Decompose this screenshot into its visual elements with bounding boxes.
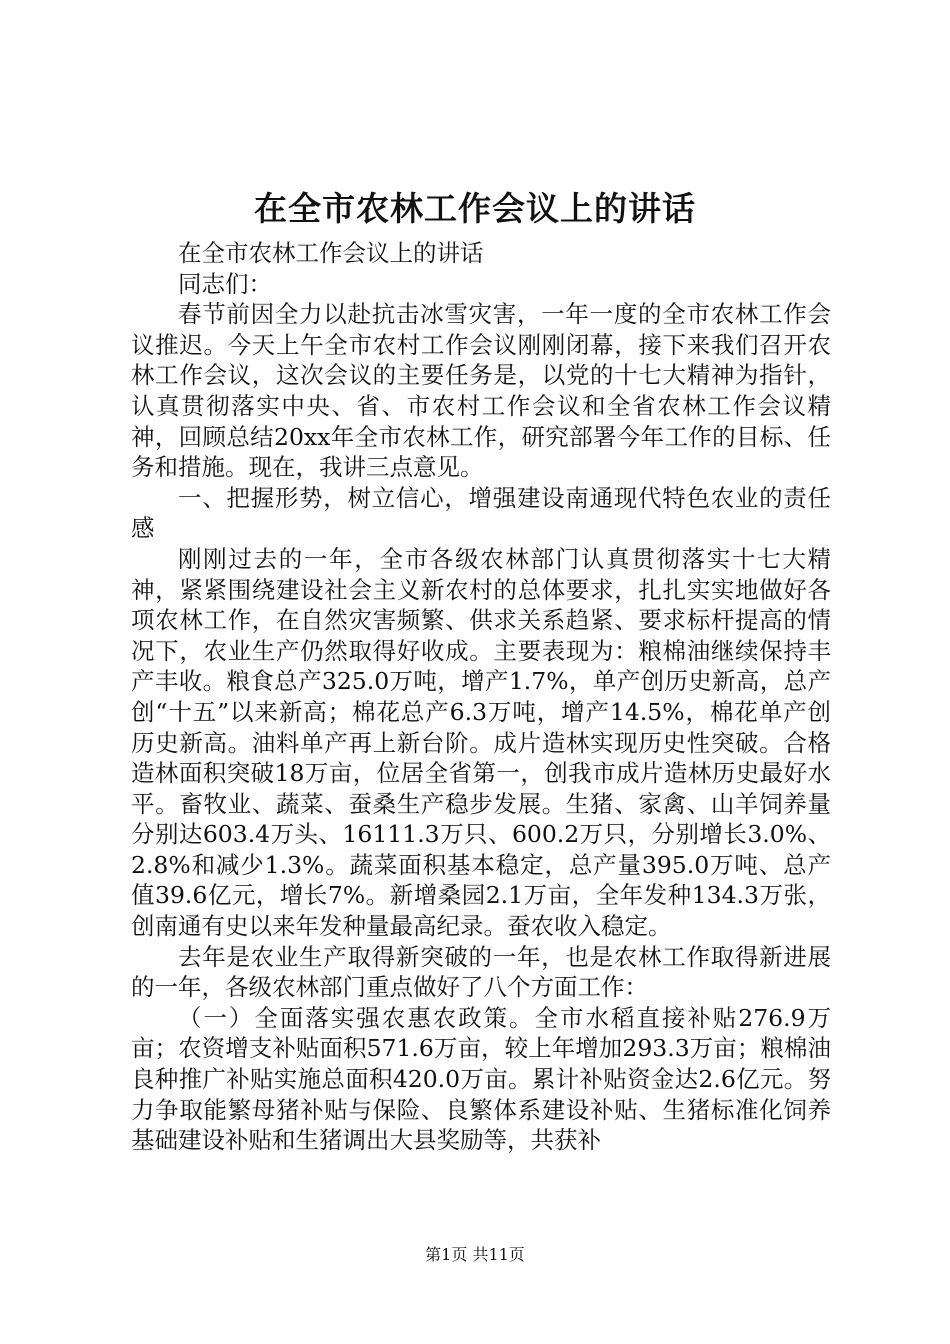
section-heading-1: 一、把握形势，树立信心，增强建设南通现代特色农业的责任感: [131, 483, 831, 543]
page-footer: 第1页 共11页: [425, 1245, 525, 1264]
transition-paragraph: 去年是农业生产取得新突破的一年，也是农林工作取得新进展的一年，各级农林部门重点做好了八个方面工作：: [131, 942, 831, 1002]
intro-paragraph: 春节前因全力以赴抗击冰雪灾害，一年一度的全市农林工作会议推迟。今天上午全市农村工作会议刚刚闭幕，接下来我们召开农林工作会议，这次会议的主要任务是，以党的十七大精神为指针，认真贯彻落实中央、省、市农村工作会议和全省农林工作会议精神，回顾总结20xx年全市农林工作，研究部署今年工作的目标、任务和措施。现在，我讲三点意见。: [131, 300, 831, 482]
page-title: 在全市农林工作会议上的讲话: [254, 189, 696, 228]
policy-paragraph: （一）全面落实强农惠农政策。全市水稻直接补贴276.9万亩；农资增支补贴面积571.6万亩，较上年增加293.3万亩；粮棉油良种推广补贴实施总面积420.0万亩。累计补贴资金达2.6亿元。努力争取能繁母猪补贴与保险、良繁体系建设补贴、生猪标准化饲养基础建设补贴和生猪调出大县奖励等，共获补: [131, 1003, 831, 1155]
document-body: [131, 238, 831, 1156]
subtitle-paragraph: 在全市农林工作会议上的讲话: [178, 239, 484, 267]
salutation-paragraph: 同志们：: [178, 269, 272, 298]
achievements-paragraph: 刚刚过去的一年，全市各级农林部门认真贯彻落实十七大精神，紧紧围绕建设社会主义新农村的总体要求，扎扎实实地做好各项农林工作，在自然灾害频繁、供求关系趋紧、要求标杆提高的情况下，农业生产仍然取得好收成。主要表现为：粮棉油继续保持丰产丰收。粮食总产325.0万吨，增产1.7%，单产创历史新高，总产创“十五”以来新高；棉花总产6.3万吨，增产14.5%，棉花单产创历史新高。油料单产再上新台阶。成片造林实现历史性突破。合格造林面积突破18万亩，位居全省第一，创我市成片造林历史最好水平。畜牧业、蔬菜、蚕桑生产稳步发展。生猪、家禽、山羊饲养量分别达603.4万头、16111.3万只、600.2万只，分别增长3.0%、2.8%和减少1.3%。蔬菜面积基本稳定，总产量395.0万吨、总产值39.6亿元，增长7%。新增桑园2.1万亩，全年发种134.3万张，创南通有史以来年发种量最高纪录。蚕农收入稳定。: [131, 544, 831, 941]
